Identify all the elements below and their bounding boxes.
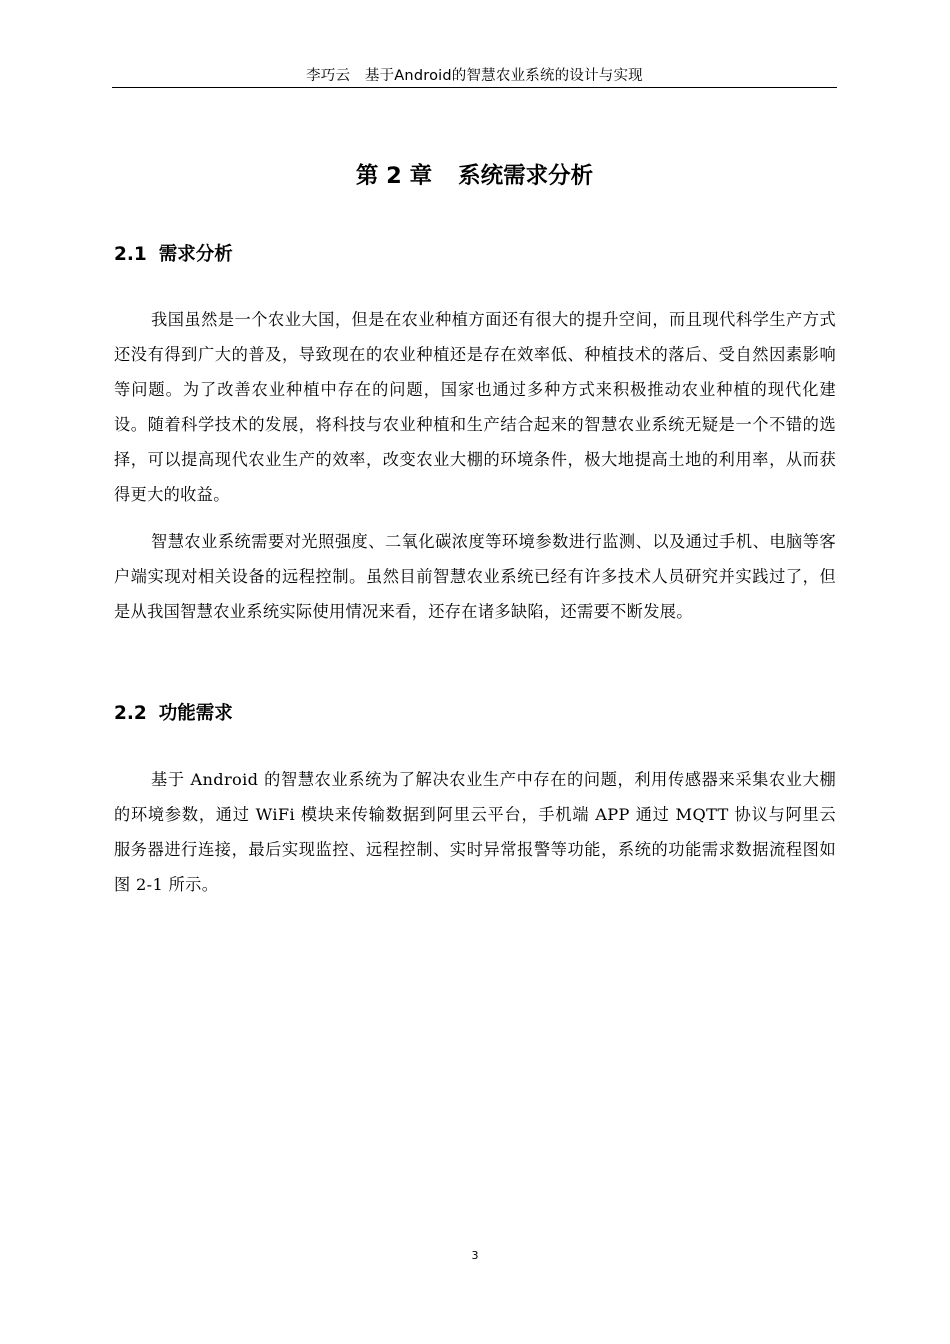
section-heading xyxy=(114,240,233,270)
running-header: 李巧云 基于Android的智慧农业系统的设计与实现 xyxy=(306,68,643,84)
chapter-name: 系统需求分析 xyxy=(458,163,594,189)
body-paragraph: 基于 Android 的智慧农业系统为了解决农业生产中存在的问题，利用传感器来采集农业大棚的环境参数，通过 WiFi 模块来传输数据到阿里云平台，手机端 APP 通过 MQTT 协议与阿里云服务器进行连接，最后实现监控、远程控制、实时异常报警等功能，系统的功能需求数据流程图如图 2-1 所示。 xyxy=(114,770,836,894)
section-title: 功能需求 xyxy=(158,703,233,724)
chapter-title xyxy=(112,158,837,194)
body-paragraph: 智慧农业系统需要对光照强度、二氧化碳浓度等环境参数进行监测、以及通过手机、电脑等客户端实现对相关设备的远程控制。虽然目前智慧农业系统已经有许多技术人员研究并实践过了，但是从我国智慧农业系统实际使用情况来看，还存在诸多缺陷，还需要不断发展。 xyxy=(114,532,836,621)
page-number: 3 xyxy=(471,1249,479,1262)
section-title: 需求分析 xyxy=(158,244,233,265)
chapter-label: 第 2 章 xyxy=(355,163,433,189)
section-heading xyxy=(114,699,233,729)
header-rule xyxy=(112,87,837,88)
body-paragraph: 我国虽然是一个农业大国，但是在农业种植方面还有很大的提升空间，而且现代科学生产方式还没有得到广大的普及，导致现在的农业种植还是存在效率低、种植技术的落后、受自然因素影响等问题。为了改善农业种植中存在的问题，国家也通过多种方式来积极推动农业种植的现代化建设。随着科学技术的发展，将科技与农业种植和生产结合起来的智慧农业系统无疑是一个不错的选择，可以提高现代农业生产的效率，改变农业大棚的环境条件，极大地提高土地的利用率，从而获得更大的收益。 xyxy=(114,310,836,504)
section-number: 2.1 xyxy=(114,244,147,265)
section-number: 2.2 xyxy=(114,703,147,724)
